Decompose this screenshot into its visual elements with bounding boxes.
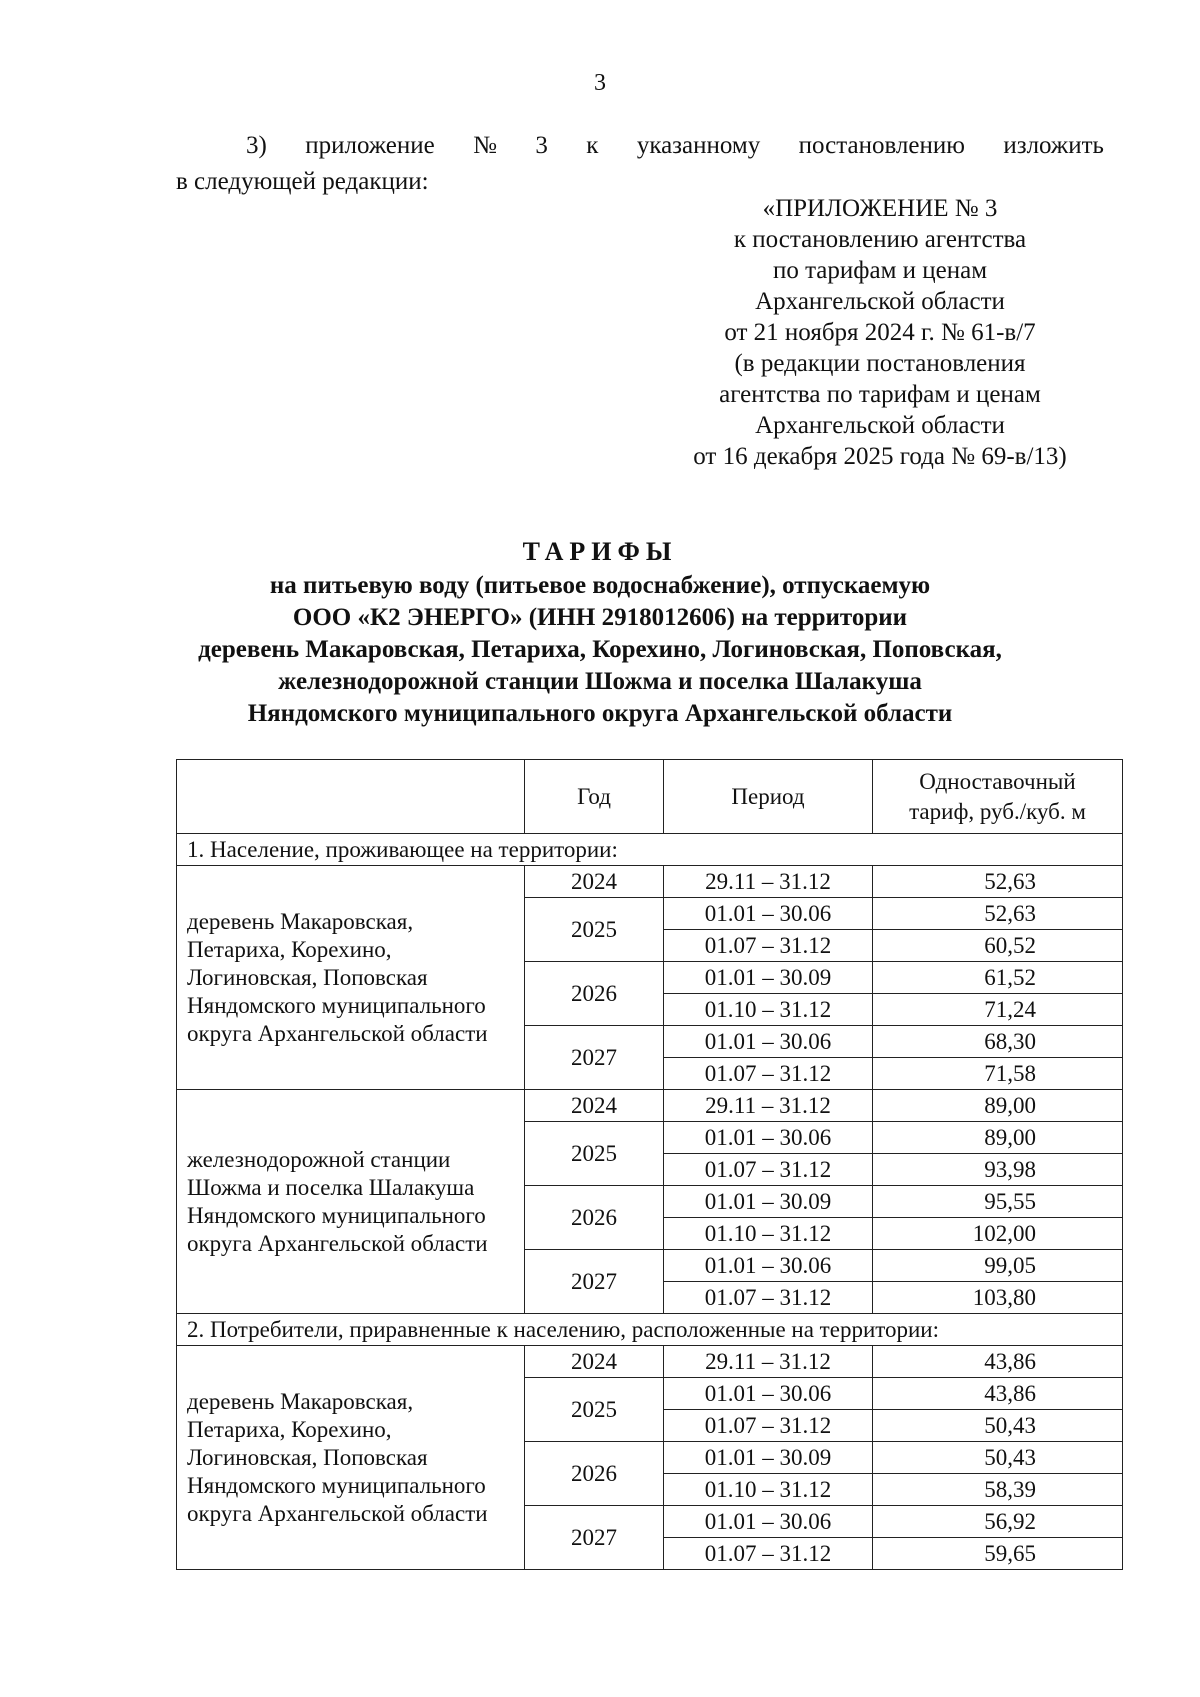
location-line: Логиновская, Поповская bbox=[187, 964, 428, 990]
period-cell: 01.10 – 31.12 bbox=[664, 1474, 873, 1506]
year-cell: 2026 bbox=[525, 962, 664, 1026]
tariff-value-cell: 52,63 bbox=[873, 898, 1123, 930]
tariff-value-cell: 89,00 bbox=[873, 1122, 1123, 1154]
title-line: на питьевую воду (питьевое водоснабжение), отпускаемую bbox=[269, 572, 931, 599]
tariff-value-cell: 58,39 bbox=[873, 1474, 1123, 1506]
tariff-value-cell: 68,30 bbox=[873, 1026, 1123, 1058]
tariff-value-cell: 43,86 bbox=[873, 1378, 1123, 1410]
period-cell: 29.11 – 31.12 bbox=[664, 1090, 873, 1122]
period-cell: 01.01 – 30.06 bbox=[664, 1250, 873, 1282]
header-location bbox=[177, 760, 525, 834]
appendix-line: к постановлению агентства bbox=[733, 226, 1027, 253]
title-line: деревень Макаровская, Петариха, Корехино, Логиновская, Поповская, bbox=[198, 636, 1002, 663]
location-line: железнодорожной станции bbox=[187, 1146, 451, 1172]
tariff-value-cell: 93,98 bbox=[873, 1154, 1123, 1186]
tariff-table-body bbox=[177, 834, 1123, 1570]
period-cell: 01.01 – 30.06 bbox=[664, 898, 873, 930]
table-row bbox=[177, 866, 1123, 898]
period-cell: 01.01 – 30.06 bbox=[664, 1122, 873, 1154]
year-cell: 2027 bbox=[525, 1026, 664, 1090]
tariff-value-cell: 52,63 bbox=[873, 866, 1123, 898]
period-cell: 01.01 – 30.06 bbox=[664, 1026, 873, 1058]
tariff-value-cell: 71,24 bbox=[873, 994, 1123, 1026]
intro-paragraph bbox=[176, 128, 1104, 200]
location-line: деревень Макаровская, bbox=[187, 908, 414, 934]
appendix-line: «ПРИЛОЖЕНИЕ № 3 bbox=[762, 195, 998, 222]
table-row bbox=[177, 1346, 1123, 1378]
tariff-value-cell: 61,52 bbox=[873, 962, 1123, 994]
appendix-line: (в редакции постановления bbox=[734, 350, 1026, 377]
period-cell: 01.01 – 30.09 bbox=[664, 1186, 873, 1218]
location-cell bbox=[177, 866, 525, 1090]
intro-line-1 bbox=[176, 128, 1104, 164]
appendix-line: от 21 ноября 2024 г. № 61-в/7 bbox=[724, 319, 1036, 346]
appendix-line: по тарифам и ценам bbox=[772, 257, 988, 284]
year-cell: 2025 bbox=[525, 1378, 664, 1442]
location-line: Няндомского муниципального bbox=[187, 992, 486, 1018]
year-cell: 2027 bbox=[525, 1506, 664, 1570]
period-cell: 01.01 – 30.09 bbox=[664, 1442, 873, 1474]
tariff-value-cell: 50,43 bbox=[873, 1442, 1123, 1474]
intro-word: приложение bbox=[305, 132, 435, 159]
location-line: Няндомского муниципального bbox=[187, 1472, 486, 1498]
intro-word: 3) bbox=[246, 132, 267, 159]
year-cell: 2024 bbox=[525, 1346, 664, 1378]
period-cell: 01.07 – 31.12 bbox=[664, 1282, 873, 1314]
appendix-line: Архангельской области bbox=[755, 288, 1005, 315]
tariff-value-cell: 50,43 bbox=[873, 1410, 1123, 1442]
intro-word: указанному bbox=[636, 132, 761, 159]
year-cell: 2024 bbox=[525, 1090, 664, 1122]
tariff-value-cell: 102,00 bbox=[873, 1218, 1123, 1250]
tariff-table bbox=[176, 759, 1123, 1570]
title-main: ТАРИФЫ bbox=[522, 537, 678, 566]
year-cell: 2025 bbox=[525, 898, 664, 962]
location-cell bbox=[177, 1346, 525, 1570]
tariff-value-cell: 89,00 bbox=[873, 1090, 1123, 1122]
location-line: Шожма и поселка Шалакуша bbox=[187, 1174, 475, 1200]
intro-word: изложить bbox=[1003, 132, 1104, 159]
tariff-value-cell: 59,65 bbox=[873, 1538, 1123, 1570]
period-cell: 01.10 – 31.12 bbox=[664, 1218, 873, 1250]
location-line: деревень Макаровская, bbox=[187, 1388, 414, 1414]
period-cell: 01.07 – 31.12 bbox=[664, 1538, 873, 1570]
year-cell: 2026 bbox=[525, 1186, 664, 1250]
tariff-value-cell: 60,52 bbox=[873, 930, 1123, 962]
tariff-value-cell: 56,92 bbox=[873, 1506, 1123, 1538]
tariff-value-cell: 71,58 bbox=[873, 1058, 1123, 1090]
header-period: Период bbox=[664, 760, 873, 834]
title-line: Няндомского муниципального округа Архангельской области bbox=[247, 700, 953, 727]
period-cell: 29.11 – 31.12 bbox=[664, 866, 873, 898]
period-cell: 01.01 – 30.06 bbox=[664, 1506, 873, 1538]
intro-word: постановлению bbox=[798, 132, 965, 159]
table-row bbox=[177, 1090, 1123, 1122]
title-line: ООО «К2 ЭНЕРГО» (ИНН 2918012606) на территории bbox=[292, 604, 908, 631]
appendix-header bbox=[640, 193, 1120, 472]
intro-word: 3 bbox=[535, 132, 548, 159]
location-line: округа Архангельской области bbox=[187, 1020, 488, 1046]
location-line: Няндомского муниципального bbox=[187, 1202, 486, 1228]
appendix-line: Архангельской области bbox=[755, 412, 1005, 439]
tariff-value-cell: 103,80 bbox=[873, 1282, 1123, 1314]
period-cell: 01.01 – 30.06 bbox=[664, 1378, 873, 1410]
intro-line-2: в следующей редакции: bbox=[176, 168, 429, 195]
location-line: округа Архангельской области bbox=[187, 1500, 488, 1526]
table-header-row bbox=[177, 760, 1123, 834]
appendix-line: агентства по тарифам и ценам bbox=[719, 381, 1041, 408]
header-tariff-line: тариф, руб./куб. м bbox=[909, 798, 1086, 824]
period-cell: 29.11 – 31.12 bbox=[664, 1346, 873, 1378]
header-tariff-line: Одноставочный bbox=[919, 768, 1076, 794]
section-title: 1. Население, проживающее на территории: bbox=[177, 834, 1123, 866]
header-year: Год bbox=[525, 760, 664, 834]
location-line: Петариха, Корехино, bbox=[187, 1416, 392, 1442]
period-cell: 01.10 – 31.12 bbox=[664, 994, 873, 1026]
period-cell: 01.07 – 31.12 bbox=[664, 1154, 873, 1186]
section-header-row bbox=[177, 1314, 1123, 1346]
year-cell: 2027 bbox=[525, 1250, 664, 1314]
intro-word: № bbox=[473, 132, 497, 159]
page-number: 3 bbox=[594, 70, 606, 96]
period-cell: 01.01 – 30.09 bbox=[664, 962, 873, 994]
tariff-value-cell: 43,86 bbox=[873, 1346, 1123, 1378]
document-title bbox=[150, 534, 1050, 730]
tariff-value-cell: 95,55 bbox=[873, 1186, 1123, 1218]
period-cell: 01.07 – 31.12 bbox=[664, 930, 873, 962]
section-title: 2. Потребители, приравненные к населению, расположенные на территории: bbox=[177, 1314, 1123, 1346]
title-line: железнодорожной станции Шожма и поселка Шалакуша bbox=[278, 668, 922, 695]
appendix-line: от 16 декабря 2025 года № 69-в/13) bbox=[693, 443, 1067, 470]
location-cell bbox=[177, 1090, 525, 1314]
section-header-row bbox=[177, 834, 1123, 866]
location-line: Петариха, Корехино, bbox=[187, 936, 392, 962]
year-cell: 2025 bbox=[525, 1122, 664, 1186]
period-cell: 01.07 – 31.12 bbox=[664, 1410, 873, 1442]
intro-word: к bbox=[586, 132, 599, 159]
period-cell: 01.07 – 31.12 bbox=[664, 1058, 873, 1090]
header-tariff bbox=[873, 760, 1123, 834]
location-line: Логиновская, Поповская bbox=[187, 1444, 428, 1470]
location-line: округа Архангельской области bbox=[187, 1230, 488, 1256]
tariff-value-cell: 99,05 bbox=[873, 1250, 1123, 1282]
year-cell: 2024 bbox=[525, 866, 664, 898]
year-cell: 2026 bbox=[525, 1442, 664, 1506]
